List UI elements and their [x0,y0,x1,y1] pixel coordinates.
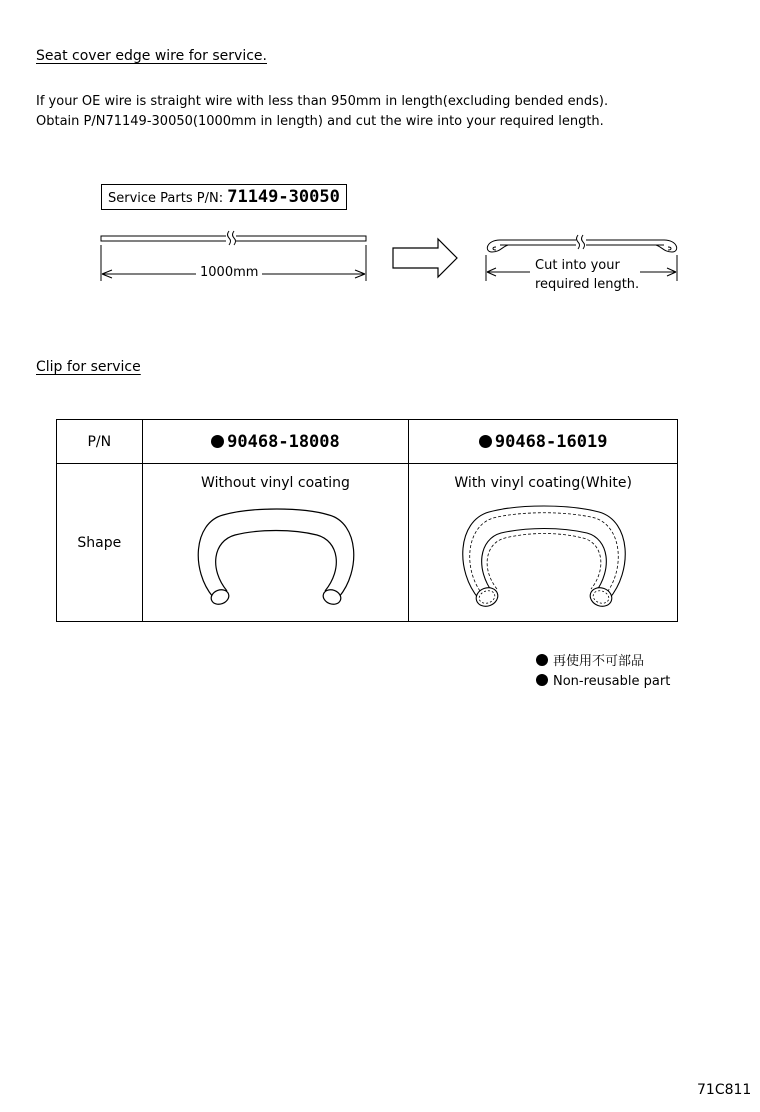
legend-english-text: Non-reusable part [553,674,671,689]
part-number-1: 90468-18008 [227,431,340,452]
legend [536,652,670,692]
transform-arrow-icon [393,239,457,277]
cut-instruction [535,256,639,294]
non-reusable-dot-icon [479,435,492,448]
cut-line-2: required length. [535,277,640,292]
non-reusable-dot-icon [211,435,224,448]
legend-japanese-text: 再使用不可部品 [553,654,645,669]
non-reusable-dot-icon [536,654,548,666]
service-parts-pn-box [101,184,347,210]
pn-header: P/N [57,420,143,464]
shape-description-1: Without vinyl coating [201,475,350,491]
shape-cell-1 [142,464,409,622]
service-parts-label: Service Parts P/N: [108,191,224,206]
table-row [57,420,678,464]
cut-line-1: Cut into your [535,258,620,273]
legend-english [536,672,670,692]
instruction-line-2: Obtain P/N71149-30050(1000mm in length) and cut the wire into your required length. [36,114,604,129]
pn-cell-1 [142,420,409,464]
section-heading-edge-wire: Seat cover edge wire for service. [36,48,267,64]
clip-table [56,419,678,622]
part-number-2: 90468-16019 [494,431,608,452]
legend-japanese [536,652,670,672]
service-parts-number: 71149-30050 [227,187,340,207]
clip-without-coating-icon [175,499,375,609]
non-reusable-dot-icon [536,674,548,686]
shape-description-2: With vinyl coating(White) [454,475,632,491]
wire-diagram [0,225,760,290]
pn-cell-2 [409,420,678,464]
section-heading-clip: Clip for service [36,359,141,375]
clip-with-coating-icon [443,499,643,609]
instruction-line-1: If your OE wire is straight wire with less than 950mm in length(excluding bended ends). [36,94,609,109]
table-row [57,464,678,622]
straight-wire-drawing [101,231,366,245]
document-code: 71C811 [697,1082,752,1098]
instruction-text [36,92,608,132]
shape-cell-2 [409,464,678,622]
dimension-label: 1000mm [196,265,262,280]
shape-header: Shape [57,464,143,622]
